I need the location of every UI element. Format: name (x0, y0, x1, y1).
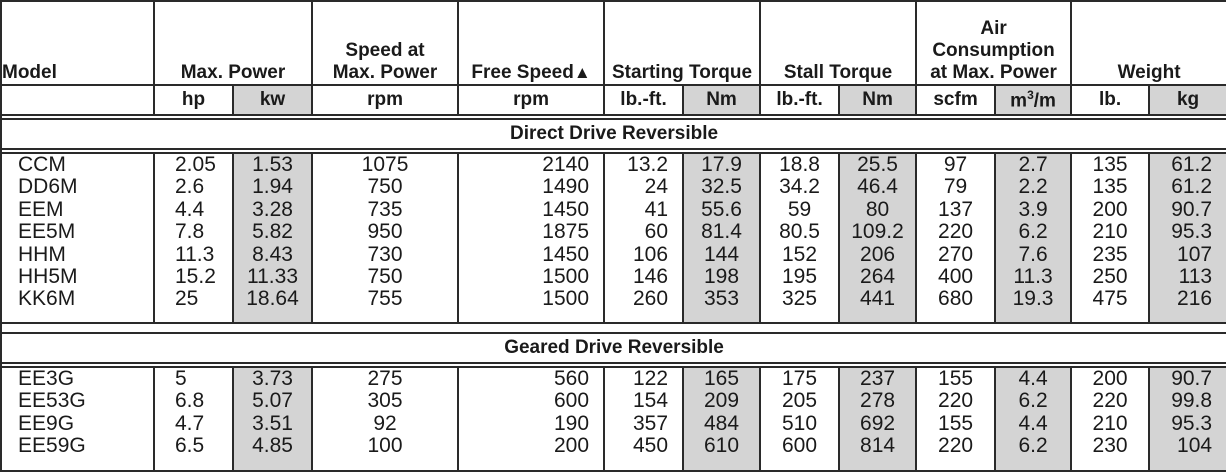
cell-free: 200 (553, 434, 590, 458)
cell-free: 1490 (542, 175, 590, 199)
cell-kw: 8.43 (252, 242, 293, 266)
header-air-line-1: Air (980, 18, 1007, 39)
cell-m3m: 2.7 (1018, 153, 1048, 176)
cell-rpm: 750 (367, 265, 403, 289)
cell-kw: 3.73 (252, 367, 293, 390)
data-block (1, 153, 1226, 323)
header-speed-line-2: Max. Power (332, 62, 438, 83)
cell-kg: 90.7 (1171, 367, 1213, 390)
cell-sl-lbft: 325 (782, 287, 818, 311)
column-sl-nm (839, 367, 916, 471)
cell-hp: 25 (175, 287, 199, 311)
cell-kg: 107 (1177, 242, 1213, 266)
cell-hp: 7.8 (175, 220, 205, 244)
cell-kg: 113 (1178, 265, 1213, 289)
column-rpm (312, 153, 458, 323)
cell-lb: 200 (1092, 367, 1128, 390)
cell-free: 600 (553, 389, 590, 413)
cell-st-nm: 610 (704, 434, 740, 458)
cell-sl-nm: 25.5 (857, 153, 898, 176)
cell-kw: 5.07 (252, 389, 293, 413)
cell-hp: 15.2 (175, 265, 216, 289)
cell-model: EE53G (18, 389, 86, 413)
column-scfm (916, 153, 995, 323)
column-st-lbft (604, 153, 683, 323)
cell-kw: 4.85 (252, 434, 293, 458)
cell-rpm: 275 (367, 367, 403, 390)
column-hp (154, 153, 233, 323)
cell-sl-nm: 80 (865, 197, 890, 221)
cell-sl-lbft: 600 (782, 434, 818, 458)
cell-rpm: 730 (367, 242, 403, 266)
section-title: Geared Drive Reversible (1, 333, 1226, 363)
column-kw (233, 153, 312, 323)
cell-kg: 61.2 (1171, 175, 1213, 199)
column-free (458, 153, 604, 323)
cell-rpm: 305 (367, 389, 403, 413)
cell-free: 1450 (542, 242, 590, 266)
cell-model: DD6M (18, 175, 78, 199)
cell-scfm: 220 (938, 389, 974, 413)
cell-m3m: 7.6 (1018, 242, 1048, 266)
cell-hp: 6.5 (175, 434, 205, 458)
column-sl-lbft (760, 367, 839, 471)
column-hp (154, 367, 233, 471)
cell-st-nm: 209 (704, 389, 740, 413)
cell-rpm: 100 (367, 434, 403, 458)
column-kw (233, 367, 312, 471)
cell-m3m: 3.9 (1018, 197, 1048, 221)
cell-model: CCM (18, 153, 66, 176)
unit-lbft-start: lb.-ft. (604, 85, 683, 115)
cell-sl-lbft: 80.5 (779, 220, 820, 244)
cell-kg: 90.7 (1171, 197, 1213, 221)
cell-model: EE3G (18, 367, 75, 390)
cell-scfm: 155 (938, 411, 974, 435)
cell-kg: 216 (1177, 287, 1213, 311)
cell-rpm: 950 (367, 220, 403, 244)
cell-lb: 210 (1092, 220, 1128, 244)
cell-hp: 4.4 (175, 197, 205, 221)
unit-scfm: scfm (916, 85, 995, 115)
cell-sl-lbft: 18.8 (779, 153, 820, 176)
cell-sl-nm: 278 (860, 389, 896, 413)
cell-st-lbft: 13.2 (627, 153, 669, 176)
cell-st-lbft: 106 (632, 242, 669, 266)
cell-hp: 4.7 (175, 411, 205, 435)
cell-m3m: 6.2 (1018, 434, 1048, 458)
cell-sl-nm: 206 (860, 242, 896, 266)
cell-sl-lbft: 195 (782, 265, 818, 289)
unit-m3-base: m (1010, 90, 1028, 112)
cell-kw: 1.94 (252, 175, 293, 199)
cell-m3m: 6.2 (1018, 220, 1048, 244)
header-model: Model (1, 1, 154, 85)
header-speed-line-1: Speed at (345, 40, 425, 61)
cell-st-lbft: 41 (644, 197, 669, 221)
cell-free: 1500 (542, 287, 590, 311)
cell-scfm: 79 (943, 175, 968, 199)
cell-scfm: 155 (938, 367, 974, 390)
cell-kg: 95.3 (1171, 411, 1213, 435)
cell-rpm: 92 (373, 411, 397, 435)
cell-m3m: 11.3 (1013, 265, 1053, 289)
cell-lb: 135 (1092, 153, 1128, 176)
cell-st-lbft: 260 (632, 287, 669, 311)
unit-lb: lb. (1071, 85, 1149, 115)
data-block (1, 367, 1226, 471)
column-m3m (995, 367, 1071, 471)
cell-sl-nm: 237 (860, 367, 896, 390)
cell-st-nm: 32.5 (701, 175, 742, 199)
cell-model: EE5M (18, 220, 76, 244)
header-starting-torque: Starting Torque (604, 1, 760, 85)
cell-kw: 3.51 (252, 411, 293, 435)
column-lb (1071, 367, 1149, 471)
cell-hp: 6.8 (175, 389, 205, 413)
cell-scfm: 270 (938, 242, 974, 266)
cell-hp: 2.6 (175, 175, 205, 199)
cell-st-nm: 353 (704, 287, 740, 311)
cell-sl-nm: 46.4 (857, 175, 898, 199)
column-st-nm (683, 367, 760, 471)
unit-m3-per-min (995, 85, 1071, 115)
cell-st-lbft: 450 (632, 434, 669, 458)
header-free-speed-label: Free Speed (471, 62, 574, 83)
column-model (1, 367, 154, 471)
cell-kw: 3.28 (252, 197, 293, 221)
cell-st-lbft: 60 (644, 220, 669, 244)
cell-scfm: 97 (943, 153, 968, 176)
cell-kw: 5.82 (252, 220, 293, 244)
cell-lb: 235 (1092, 242, 1128, 266)
unit-m3-tail: /m (1033, 90, 1056, 112)
cell-free: 1450 (542, 197, 590, 221)
column-kg (1149, 367, 1226, 471)
cell-sl-nm: 109.2 (851, 220, 904, 244)
cell-model: HH5M (18, 265, 78, 289)
unit-rpm-speed: rpm (312, 85, 458, 115)
cell-free: 560 (553, 367, 590, 390)
cell-scfm: 680 (938, 287, 974, 311)
cell-st-lbft: 357 (632, 411, 669, 435)
cell-sl-lbft: 205 (782, 389, 818, 413)
cell-free: 1875 (542, 220, 590, 244)
cell-m3m: 2.2 (1018, 175, 1048, 199)
cell-st-nm: 81.4 (701, 220, 742, 244)
cell-kw: 18.64 (246, 287, 299, 311)
cell-st-nm: 17.9 (701, 153, 742, 176)
column-free (458, 367, 604, 471)
cell-model: KK6M (18, 287, 76, 311)
cell-m3m: 4.4 (1018, 367, 1048, 390)
units-row (1, 85, 1226, 115)
header-stall-torque: Stall Torque (760, 1, 916, 85)
cell-st-lbft: 154 (632, 389, 669, 413)
spacer-cell (1, 323, 1226, 333)
header-air-line-2: Consumption (932, 40, 1055, 61)
cell-scfm: 137 (938, 197, 974, 221)
cell-scfm: 400 (938, 265, 974, 289)
cell-model: HHM (18, 242, 66, 266)
cell-lb: 210 (1092, 411, 1128, 435)
cell-st-nm: 55.6 (701, 197, 742, 221)
unit-nm-start: Nm (683, 85, 760, 115)
cell-m3m: 19.3 (1012, 287, 1054, 311)
cell-lb: 250 (1092, 265, 1128, 289)
cell-rpm: 735 (367, 197, 403, 221)
cell-kg: 61.2 (1171, 153, 1213, 176)
cell-sl-lbft: 175 (782, 367, 818, 390)
column-scfm (916, 367, 995, 471)
cell-sl-lbft: 510 (782, 411, 818, 435)
cell-kw: 1.53 (252, 153, 293, 176)
section-row (1, 333, 1226, 363)
column-rpm (312, 367, 458, 471)
cell-rpm: 1075 (361, 153, 409, 176)
column-st-lbft (604, 367, 683, 471)
cell-st-nm: 144 (704, 242, 740, 266)
unit-rpm-free: rpm (458, 85, 604, 115)
cell-sl-nm: 814 (860, 434, 896, 458)
header-speed-at-max-power (312, 1, 458, 85)
column-kg (1149, 153, 1226, 323)
cell-sl-lbft: 152 (782, 242, 818, 266)
column-m3m (995, 153, 1071, 323)
cell-st-lbft: 122 (632, 367, 669, 390)
header-free-speed (458, 1, 604, 85)
cell-lb: 135 (1092, 175, 1128, 199)
cell-m3m: 6.2 (1018, 389, 1048, 413)
section-row (1, 119, 1226, 149)
column-lb (1071, 153, 1149, 323)
triangle-icon: ▲ (573, 63, 591, 82)
cell-st-lbft: 24 (644, 175, 669, 199)
cell-sl-nm: 692 (860, 411, 896, 435)
cell-lb: 220 (1092, 389, 1128, 413)
column-sl-lbft (760, 153, 839, 323)
cell-free: 2140 (542, 153, 590, 176)
header-air-line-3: at Max. Power (930, 62, 1057, 83)
cell-st-nm: 165 (704, 367, 740, 390)
cell-sl-nm: 441 (860, 287, 896, 311)
cell-rpm: 755 (367, 287, 403, 311)
cell-lb: 230 (1092, 434, 1128, 458)
cell-model: EE9G (18, 411, 75, 435)
unit-kg: kg (1149, 85, 1226, 115)
unit-nm-stall: Nm (839, 85, 916, 115)
cell-free: 1500 (542, 265, 590, 289)
cell-lb: 200 (1092, 197, 1128, 221)
cell-st-nm: 484 (704, 411, 740, 435)
section-title: Direct Drive Reversible (1, 119, 1226, 149)
cell-sl-lbft: 34.2 (779, 175, 820, 199)
cell-st-lbft: 146 (632, 265, 669, 289)
cell-hp: 5 (175, 367, 187, 390)
column-st-nm (683, 153, 760, 323)
header-air-consumption (916, 1, 1071, 85)
cell-sl-lbft: 59 (787, 197, 812, 221)
cell-model: EEM (18, 197, 64, 221)
cell-kw: 11.33 (247, 265, 298, 289)
column-model (1, 153, 154, 323)
header-max-power: Max. Power (154, 1, 312, 85)
cell-rpm: 750 (367, 175, 403, 199)
spacer (1, 323, 1226, 333)
cell-m3m: 4.4 (1018, 411, 1048, 435)
cell-hp: 11.3 (175, 242, 215, 266)
cell-kg: 95.3 (1171, 220, 1213, 244)
unit-lbft-stall: lb.-ft. (760, 85, 839, 115)
cell-sl-nm: 264 (860, 265, 896, 289)
cell-lb: 475 (1092, 287, 1128, 311)
cell-model: EE59G (18, 434, 86, 458)
cell-scfm: 220 (938, 220, 974, 244)
header-weight: Weight (1071, 1, 1226, 85)
header-row (1, 1, 1226, 85)
unit-hp: hp (154, 85, 233, 115)
cell-scfm: 220 (938, 434, 974, 458)
column-sl-nm (839, 153, 916, 323)
cell-free: 190 (553, 411, 590, 435)
unit-model-blank (1, 85, 154, 115)
unit-m3-sup: 3 (1027, 87, 1034, 102)
cell-kg: 99.8 (1171, 389, 1213, 413)
cell-kg: 104 (1177, 434, 1213, 458)
cell-hp: 2.05 (175, 153, 216, 176)
cell-st-nm: 198 (704, 265, 740, 289)
unit-kw: kw (233, 85, 312, 115)
